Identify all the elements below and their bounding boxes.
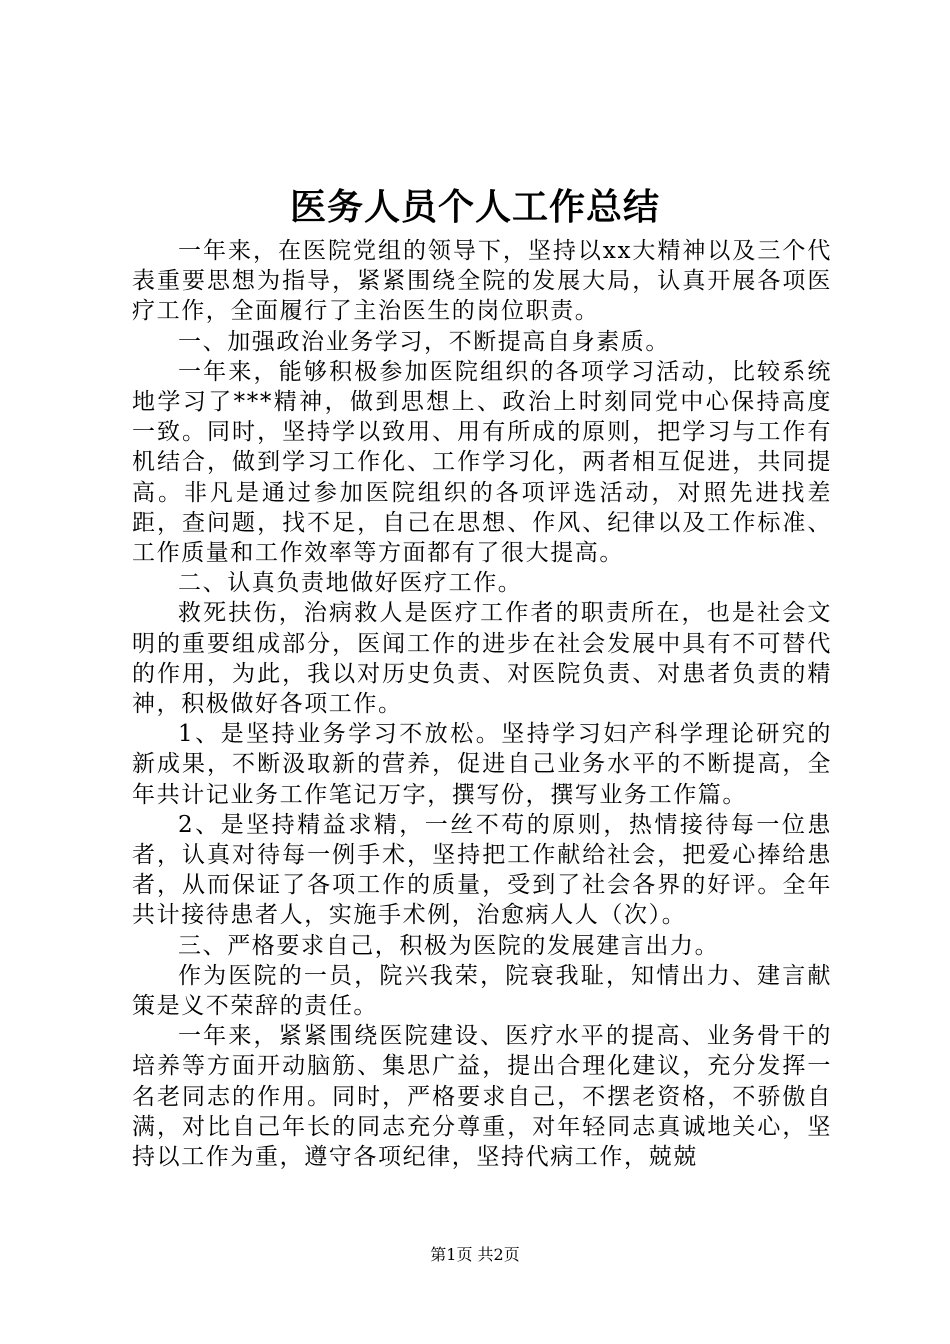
document-body — [132, 236, 832, 1172]
section-heading-1: 一、加强政治业务学习，不断提高自身素质。 — [178, 328, 670, 355]
section-heading-2: 二、认真负责地做好医疗工作。 — [178, 570, 523, 597]
paragraph-intro: 一年来，在医院党组的领导下，坚持以xx大精神以及三个代表重要思想为指导，紧紧围绕全院的发展大局，认真开展各项医疗工作，全面履行了主治医生的岗位职责。 — [132, 238, 832, 325]
paragraph-item-1: 1、是坚持业务学习不放松。坚持学习妇产科学理论研究的新成果，不断汲取新的营养，促进自己业务水平的不断提高，全年共计记业务工作笔记万字，撰写份，撰写业务工作篇。 — [132, 721, 832, 808]
section-heading-3: 三、严格要求自己，积极为医院的发展建言出力。 — [178, 932, 720, 959]
paragraph-item-2: 2、是坚持精益求精，一丝不苟的原则，热情接待每一位患者，认真对待每一例手术，坚持把工作献给社会，把爱心捧给患者，从而保证了各项工作的质量，受到了社会各界的好评。全年共计接待患者人，实施手术例，治愈病人人（次）。 — [132, 811, 832, 929]
paragraph-suggestions: 一年来，紧紧围绕医院建设、医疗水平的提高、业务骨干的培养等方面开动脑筋、集思广益，提出合理化建议，充分发挥一名老同志的作用。同时，严格要求自己，不摆老资格，不骄傲自满，对比自己年长的同志充分尊重，对年轻同志真诚地关心，坚持以工作为重，遵守各项纪律，坚持代病工作，兢兢 — [132, 1023, 832, 1171]
paragraph-member: 作为医院的一员，院兴我荣，院衰我耻，知情出力、建言献策是义不荣辞的责任。 — [132, 962, 832, 1020]
paragraph-study: 一年来，能够积极参加医院组织的各项学习活动，比较系统地学习了***精神，做到思想上、政治上时刻同党中心保持高度一致。同时，坚持学以致用、用有所成的原则，把学习与工作有机结合，做到学习工作化、工作学习化，两者相互促进，共同提高。非凡是通过参加医院组织的各项评选活动，对照先进找差距，查问题，找不足，自己在思想、作风、纪律以及工作标准、工作质量和工作效率等方面都有了很大提高。 — [132, 358, 832, 567]
page-footer: 第1页 共2页 — [430, 1245, 520, 1264]
document-title: 医务人员个人工作总结 — [289, 187, 660, 228]
paragraph-medical-duty: 救死扶伤，治病救人是医疗工作者的职责所在，也是社会文明的重要组成部分，医闻工作的进步在社会发展中具有不可替代的作用，为此，我以对历史负责、对医院负责、对患者负责的精神，积极做好各项工作。 — [132, 600, 832, 718]
